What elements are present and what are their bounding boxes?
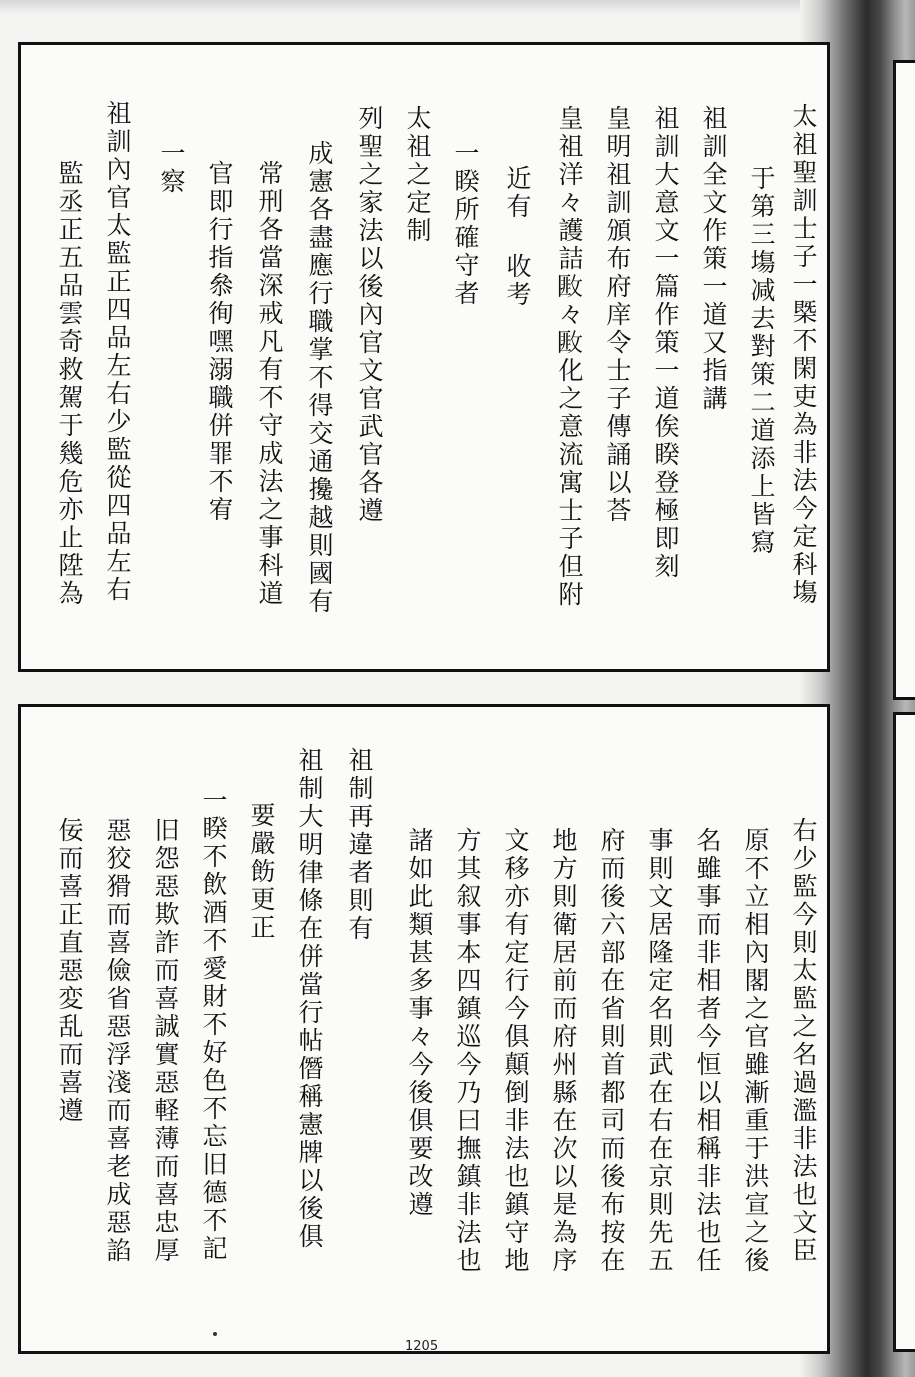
text-column: 祖訓全文作策一道又指講 [699,105,728,413]
text-column: 一察 [157,140,186,196]
text-column: 祖制再違者則有 [345,747,374,943]
text-column: 祖訓大意文一篇作策一道俟睽登極即刻 [651,105,680,581]
text-column: 一睽所確守者 [451,140,480,308]
bottom-text-panel [18,704,830,1354]
text-column: 祖訓內官太監正四品左右少監從四品左右 [103,100,132,604]
text-column: 官即行指叅徇嘿溺職併罪不宥 [205,160,234,524]
text-column: 地方則衛居前而府州縣在次以是為序 [549,827,578,1275]
text-column: 惡狡猾而喜儉省惡浮淺而喜老成惡諂 [103,817,132,1265]
top-text-panel [18,42,830,672]
text-column: 方其叙事本四鎮巡今乃曰撫鎮非法也 [453,827,482,1275]
facing-page-edge-bottom [893,712,915,1352]
text-column: 府而後六部在省則首都司而後布按在 [597,827,626,1275]
page-number: 1205 [405,1339,439,1354]
page-top-shadow [0,0,915,14]
text-column: 皇明祖訓頒布府庠令士子傳誦以荅 [603,105,632,525]
text-column: 右少監今則太監之名過濫非法也文臣 [789,817,818,1265]
text-column: 列聖之家法以後內官文官武官各遵 [355,105,384,525]
text-column: 近有 收考 [503,165,532,309]
text-column: 事則文居隆定名則武在右在京則先五 [645,827,674,1275]
text-column: 一睽不飲酒不愛財不好色不忘旧德不記 [199,787,228,1263]
text-column: 太祖之定制 [403,105,432,245]
text-column: 太祖聖訓士子一槩不閑吏為非法今定科塲 [789,103,818,607]
text-column: 成憲各盡應行職掌不得交通攙越則國有 [305,140,334,616]
text-column: 旧怨惡欺詐而喜誠實惡軽薄而喜忠厚 [151,817,180,1265]
text-column: 常刑各當深戒凡有不守成法之事科道 [255,160,284,608]
text-column: 監丞正五品雲奇救駕于幾危亦止陞為 [55,160,84,608]
text-column: 文移亦有定行今俱顛倒非法也鎮守地 [501,827,530,1275]
text-column: 原不立相內閣之官雖漸重于洪宣之後 [741,827,770,1275]
text-column: 要嚴飭更正 [247,802,276,942]
text-column: 祖制大明律條在併當行帖僭稱憲牌以後俱 [295,747,324,1251]
facing-page-edge-top [893,60,915,700]
text-column: 佞而喜正直惡変乱而喜遵 [55,817,84,1125]
text-column: 皇祖洋々護詰𢾺々𢾺化之意流寓士子但附 [555,105,584,609]
text-column: 名雖事而非相者今恒以相稱非法也任 [693,827,722,1275]
text-column: 于第三塲减去對策二道添上皆寫 [747,165,776,557]
ink-dot [213,1332,217,1336]
text-column: 諸如此類甚多事々今後俱要改遵 [405,827,434,1219]
